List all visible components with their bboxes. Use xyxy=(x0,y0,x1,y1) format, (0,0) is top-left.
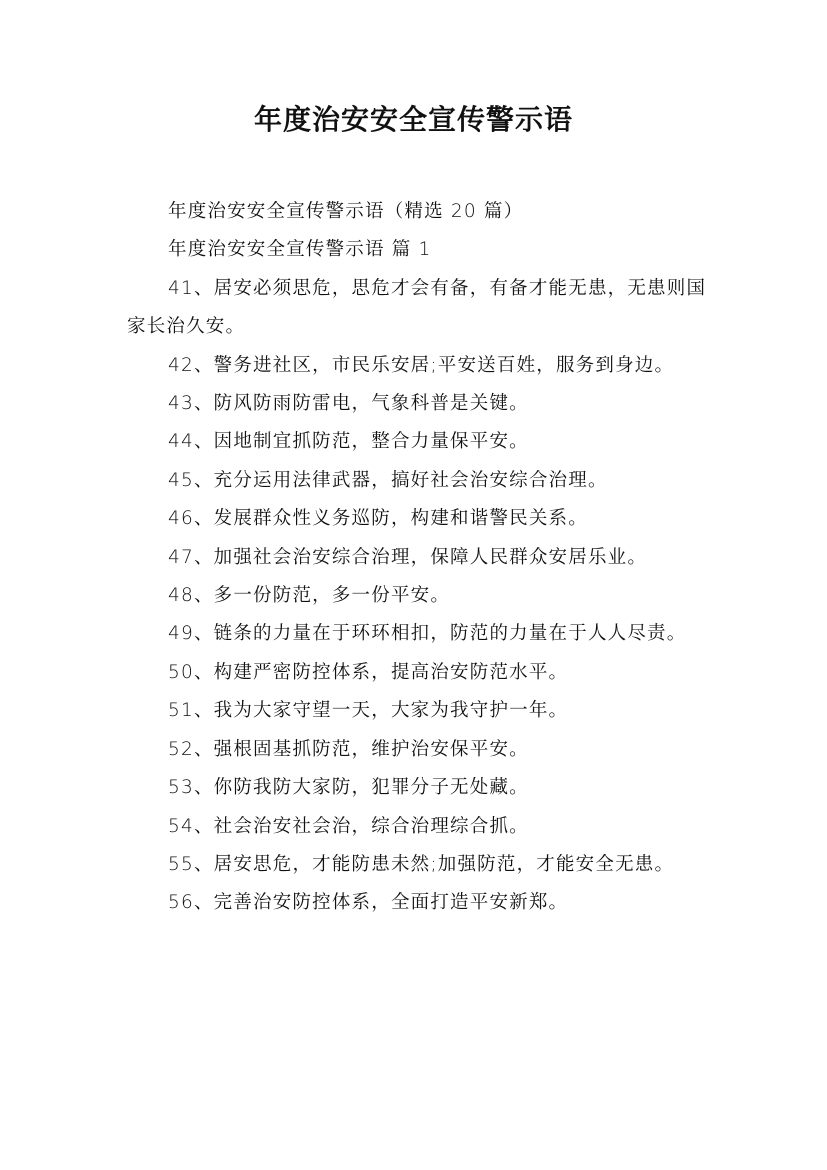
slogan-46: 46、发展群众性义务巡防，构建和谐警民关系。 xyxy=(168,508,588,530)
slogan-44: 44、因地制宜抓防范，整合力量保平安。 xyxy=(168,431,529,453)
slogan-52: 52、强根固基抓防范，维护治安保平安。 xyxy=(168,738,529,760)
slogan-56: 56、完善治安防控体系，全面打造平安新郑。 xyxy=(168,892,569,914)
slogan-55: 55、居安思危，才能防患未然;加强防范，才能安全无患。 xyxy=(168,853,675,875)
slogan-42: 42、警务进社区，市民乐安居;平安送百姓，服务到身边。 xyxy=(168,354,675,376)
slogan-50: 50、构建严密防控体系，提高治安防范水平。 xyxy=(168,661,569,683)
paragraph-section-heading: 年度治安安全宣传警示语 篇 1 xyxy=(168,239,432,261)
slogan-54: 54、社会治安社会治，综合治理综合抓。 xyxy=(168,815,529,837)
slogan-43: 43、防风防雨防雷电，气象科普是关键。 xyxy=(168,393,529,415)
paragraph-intro-title: 年度治安安全宣传警示语（精选 20 篇） xyxy=(168,201,524,222)
document-body xyxy=(127,193,712,923)
slogan-47: 47、加强社会治安综合治理，保障人民群众安居乐业。 xyxy=(168,546,648,568)
slogan-49: 49、链条的力量在于环环相扣，防范的力量在于人人尽责。 xyxy=(168,623,687,645)
slogan-48: 48、多一份防范，多一份平安。 xyxy=(168,585,451,607)
slogan-51: 51、我为大家守望一天，大家为我守护一年。 xyxy=(168,700,569,722)
slogan-45: 45、充分运用法律武器，搞好社会治安综合治理。 xyxy=(168,469,608,491)
slogan-41: 41、居安必须思危，思危才会有备，有备才能无患，无患则国家长治久安。 xyxy=(127,277,707,338)
document-title: 年度治安安全宣传警示语 xyxy=(253,103,573,136)
slogan-53: 53、你防我防大家防，犯罪分子无处藏。 xyxy=(168,777,529,799)
